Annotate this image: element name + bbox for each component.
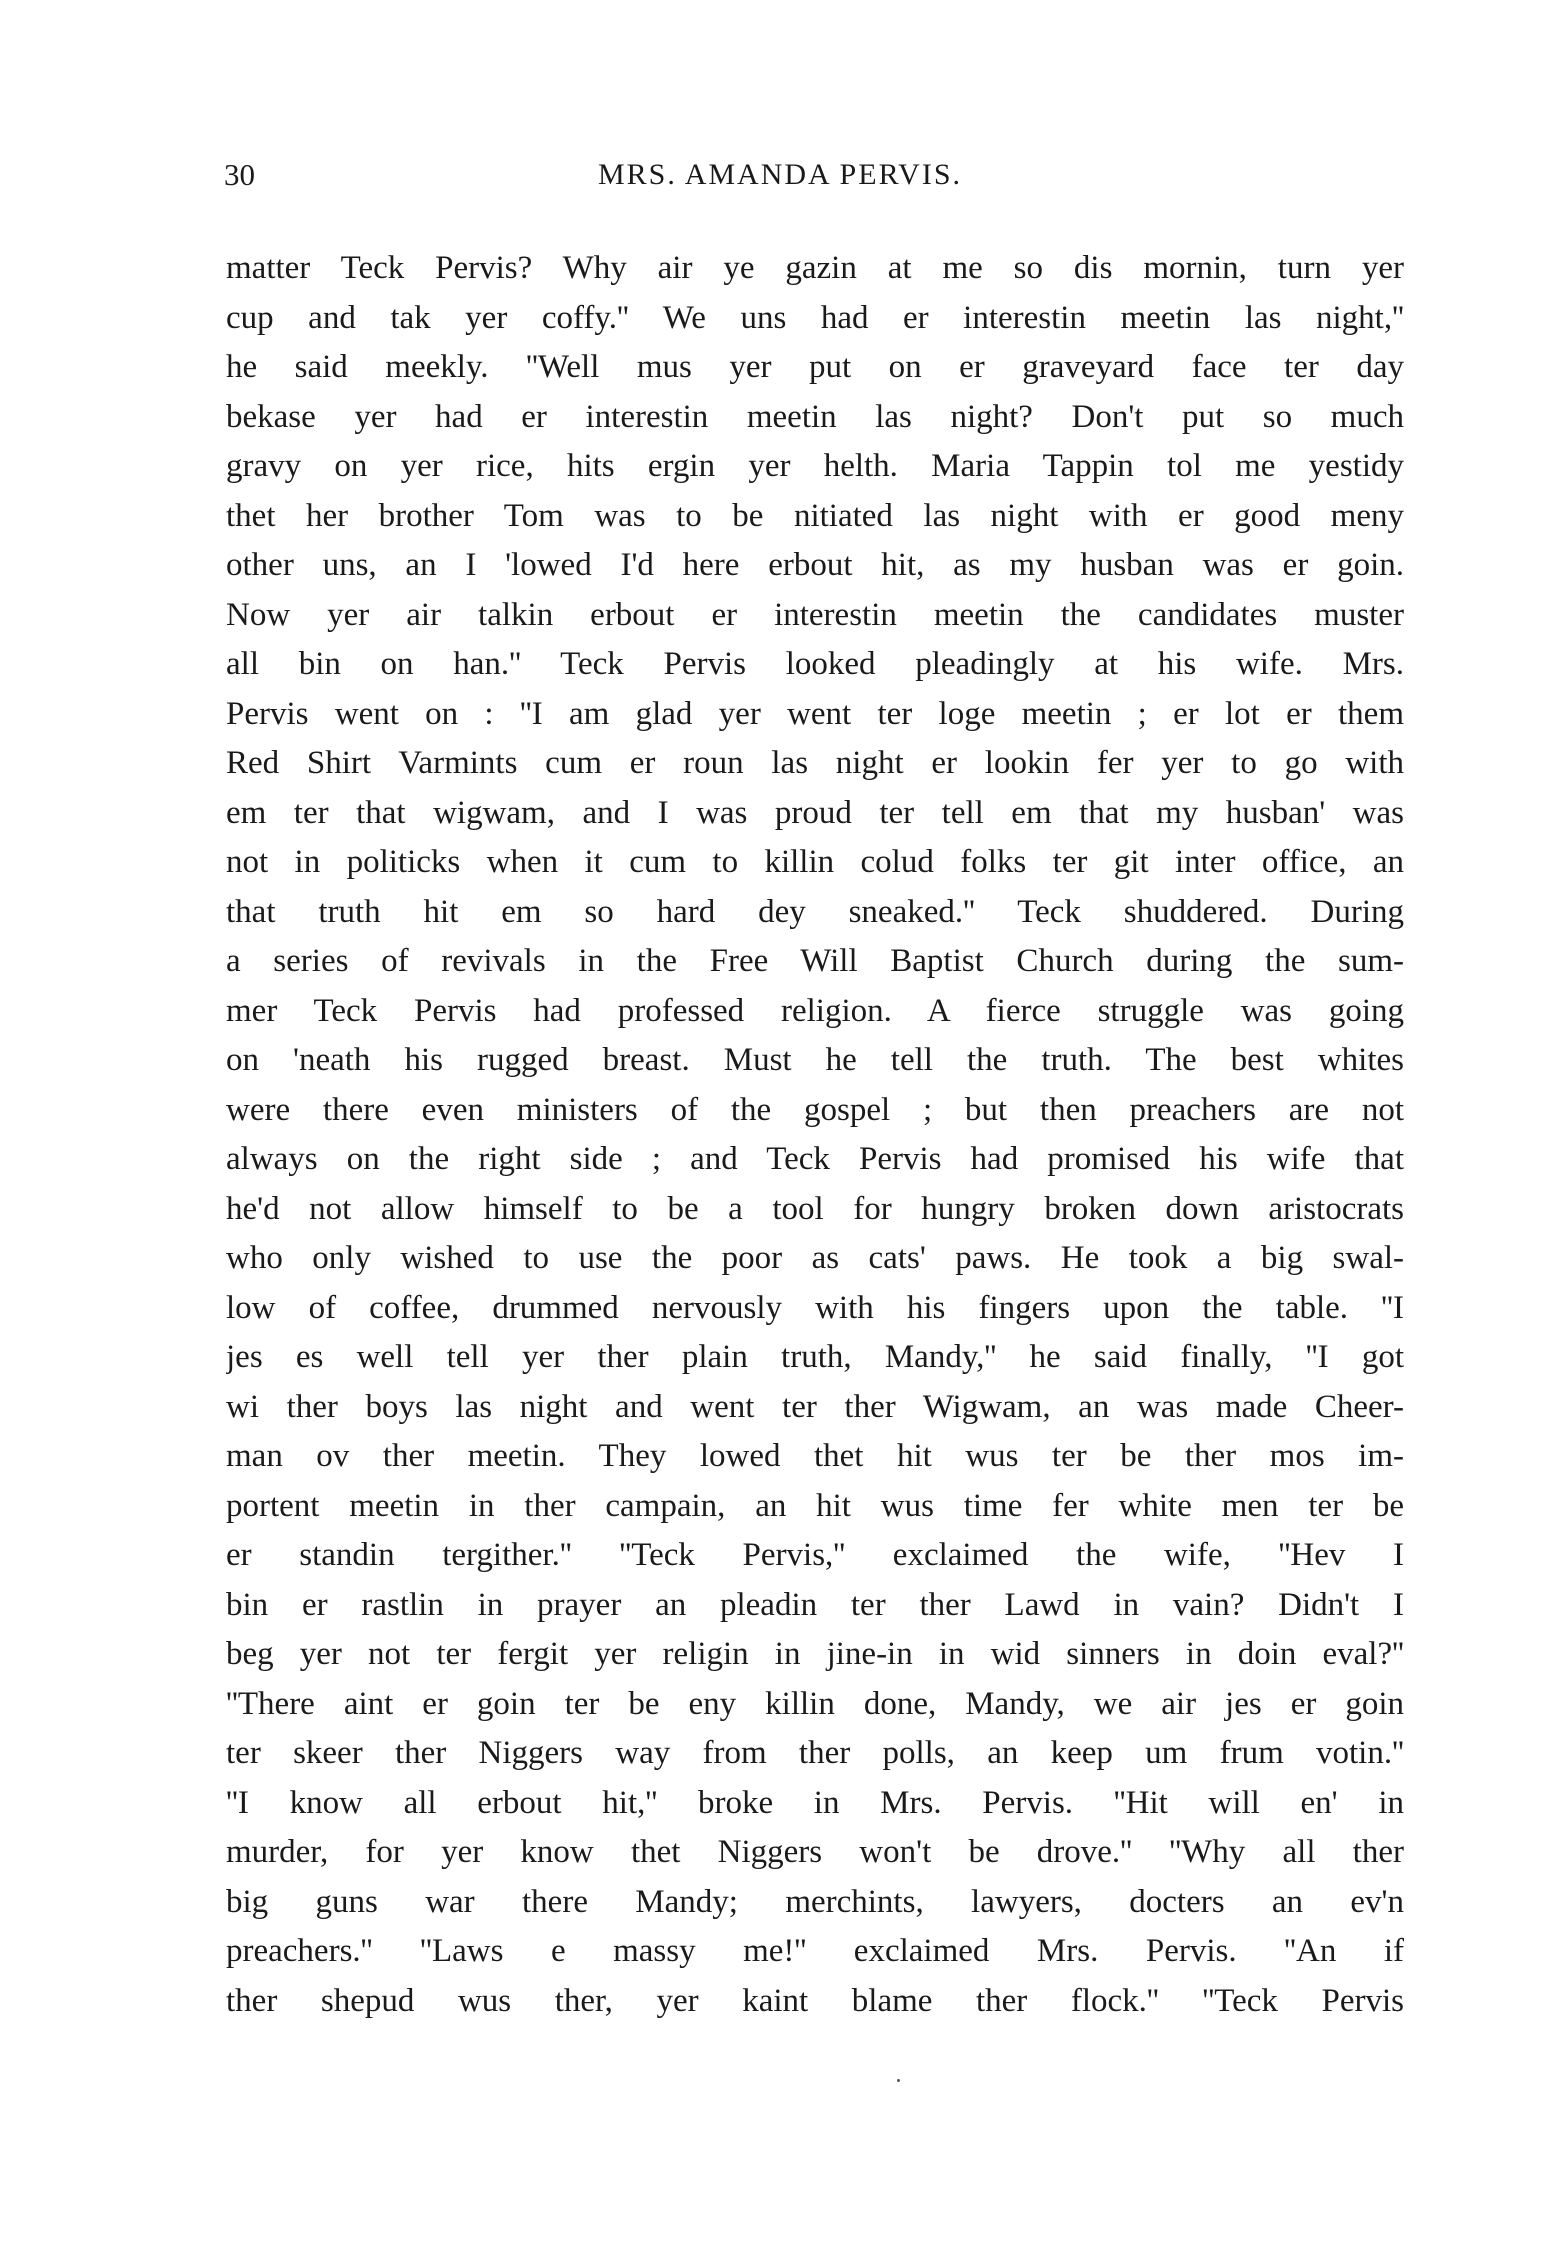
text-line: ther shepud wus ther, yer kaint blame ther flock.'' ''Teck Pervis bbox=[226, 1982, 1404, 2019]
text-line: on 'neath his rugged breast. Must he tell the truth. The best whites bbox=[226, 1042, 1404, 1078]
text-line: low of coffee, drummed nervously with his fingers upon the table. ''I bbox=[226, 1289, 1404, 1326]
running-title: MRS. AMANDA PERVIS. bbox=[598, 158, 963, 191]
text-line: ''I know all erbout hit,'' broke in Mrs. Pervis. ''Hit will en' in bbox=[226, 1784, 1404, 1821]
text-line: beg yer not ter fergit yer religin in jine-in in wid sinners in doin eval?'' bbox=[226, 1636, 1404, 1672]
text-line: Now yer air talkin erbout er interestin meetin the candidates muster bbox=[226, 596, 1404, 633]
text-line: preachers.'' ''Laws e massy me!'' exclaimed Mrs. Pervis. ''An if bbox=[226, 1933, 1404, 1969]
text-line: murder, for yer know thet Niggers won't be drove.'' ''Why all ther bbox=[226, 1834, 1404, 1870]
text-line: always on the right side ; and Teck Pervis had promised his wife that bbox=[226, 1141, 1404, 1177]
text-line: not in politicks when it cum to killin colud folks ter git inter office, an bbox=[226, 844, 1404, 880]
text-line: bekase yer had er interestin meetin las night? Don't put so much bbox=[226, 398, 1404, 435]
text-line: ter skeer ther Niggers way from ther polls, an keep um frum votin.'' bbox=[226, 1735, 1404, 1771]
text-line: Pervis went on : ''I am glad yer went ter loge meetin ; er lot er them bbox=[226, 695, 1404, 732]
text-line: mer Teck Pervis had professed religion. A fierce struggle was going bbox=[226, 992, 1404, 1029]
print-speck bbox=[897, 2079, 900, 2082]
text-line: he'd not allow himself to be a tool for hungry broken down aristocrats bbox=[226, 1190, 1404, 1227]
text-line: a series of revivals in the Free Will Baptist Church during the sum- bbox=[226, 943, 1404, 979]
text-line: portent meetin in ther campain, an hit wus time fer white men ter be bbox=[226, 1487, 1404, 1524]
text-line: were there even ministers of the gospel ; but then preachers are not bbox=[226, 1091, 1404, 1128]
text-line: who only wished to use the poor as cats' paws. He took a big swal- bbox=[226, 1240, 1404, 1276]
text-line: jes es well tell yer ther plain truth, Mandy,'' he said finally, ''I got bbox=[226, 1339, 1404, 1375]
text-line: thet her brother Tom was to be nitiated las night with er good meny bbox=[226, 497, 1404, 534]
text-line: big guns war there Mandy; merchints, lawyers, docters an ev'n bbox=[226, 1883, 1404, 1920]
page-number: 30 bbox=[224, 157, 255, 192]
text-line: that truth hit em so hard dey sneaked.'' Teck shuddered. During bbox=[226, 893, 1404, 930]
text-line: matter Teck Pervis? Why air ye gazin at me so dis mornin, turn yer bbox=[226, 250, 1404, 286]
text-line: ''There aint er goin ter be eny killin done, Mandy, we air jes er goin bbox=[226, 1685, 1404, 1722]
text-line: gravy on yer rice, hits ergin yer helth. Maria Tappin tol me yestidy bbox=[226, 448, 1404, 484]
text-line: other uns, an I 'lowed I'd here erbout hit, as my husban was er goin. bbox=[226, 547, 1404, 583]
text-line: all bin on han.'' Teck Pervis looked pleadingly at his wife. Mrs. bbox=[226, 646, 1404, 682]
running-header bbox=[224, 155, 1404, 195]
text-line: wi ther boys las night and went ter ther Wigwam, an was made Cheer- bbox=[226, 1388, 1404, 1425]
text-line: he said meekly. ''Well mus yer put on er graveyard face ter day bbox=[226, 349, 1404, 385]
text-line: man ov ther meetin. They lowed thet hit wus ter be ther mos im- bbox=[226, 1438, 1404, 1474]
text-line: Red Shirt Varmints cum er roun las night er lookin fer yer to go with bbox=[226, 745, 1404, 781]
text-line: bin er rastlin in prayer an pleadin ter ther Lawd in vain? Didn't I bbox=[226, 1586, 1404, 1623]
text-line: em ter that wigwam, and I was proud ter tell em that my husban' was bbox=[226, 794, 1404, 831]
text-line: cup and tak yer coffy.'' We uns had er interestin meetin las night,'' bbox=[226, 299, 1404, 336]
text-line: er standin tergither.'' ''Teck Pervis,'' exclaimed the wife, ''Hev I bbox=[226, 1537, 1404, 1573]
body-text bbox=[226, 244, 1404, 2026]
